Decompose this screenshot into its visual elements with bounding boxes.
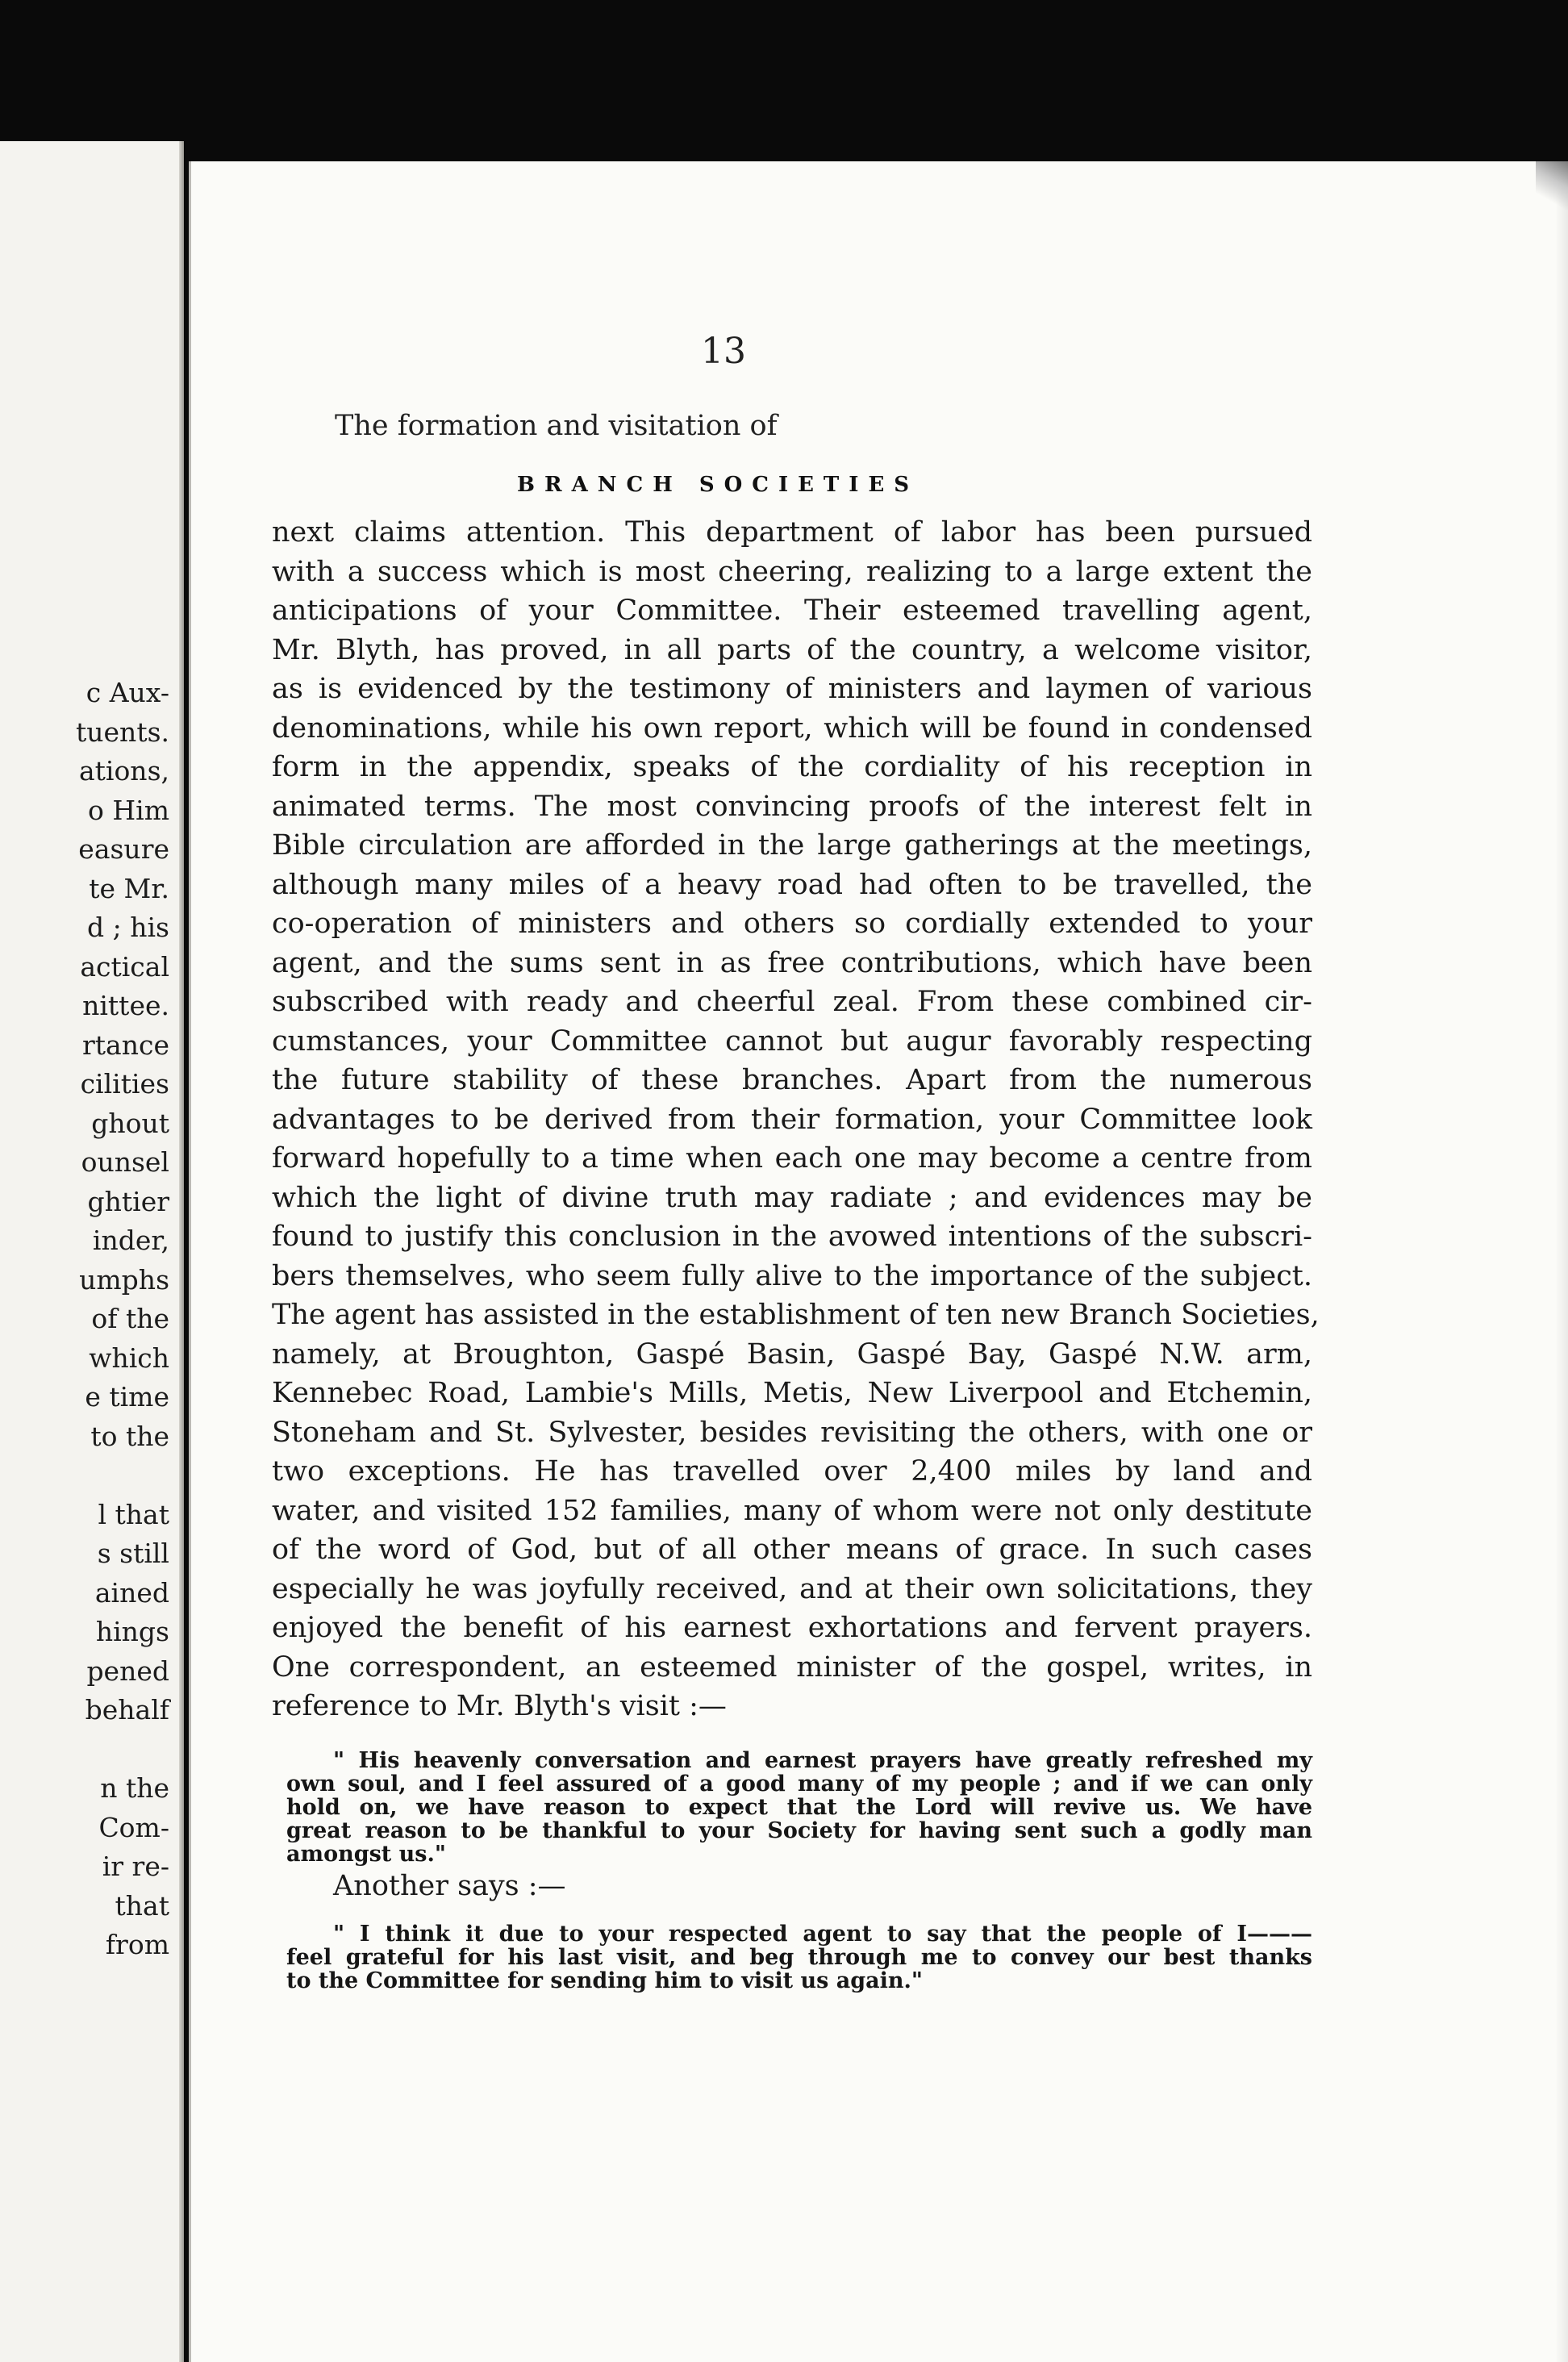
section-heading: BRANCH SOCIETIES — [517, 473, 920, 497]
body-line: of the word of God, but of all other means of grace. In such cases — [272, 1534, 1312, 1566]
left-page-line: pened — [86, 1655, 169, 1687]
folded-corner — [1536, 161, 1568, 210]
body-line: Bible circulation are afforded in the large gatherings at the meetings, — [272, 829, 1312, 862]
left-page-line: c Aux- — [85, 677, 169, 708]
body-paragraph — [272, 513, 1320, 1726]
left-page-line: actical — [80, 950, 169, 983]
body-line: forward hopefully to a time when each one may become a centre from — [272, 1142, 1312, 1175]
left-page-line: Com- — [98, 1811, 169, 1843]
another-says-line: Another says :— — [333, 1870, 566, 1902]
page-edge-shadow — [1555, 161, 1568, 2362]
quote-line: own soul, and I feel assured of a good many of my people ; and if we can only — [286, 1772, 1312, 1797]
left-page-line: ghtier — [87, 1185, 169, 1217]
quote-line: " I think it due to your respected agent to say that the people of I——— — [333, 1922, 1312, 1947]
body-line: anticipations of your Committee. Their esteemed travelling agent, — [272, 595, 1312, 627]
body-line: bers themselves, who seem fully alive to the importance of the subject. — [272, 1259, 1312, 1292]
left-page-line: ained — [94, 1576, 169, 1609]
quote-line: to the Committee for sending him to visit us again." — [286, 1968, 923, 1993]
quote-line: " His heavenly conversation and earnest prayers have greatly refreshed my — [333, 1748, 1312, 1773]
body-line: cumstances, your Committee cannot but augur favorably respecting — [272, 1025, 1312, 1058]
body-line: Stoneham and St. Sylvester, besides revisiting the others, with one or — [272, 1416, 1312, 1449]
left-page-line: tuents. — [76, 716, 169, 748]
left-page-line: d ; his — [87, 912, 169, 943]
body-line: agent, and the sums sent in as free contributions, which have been — [272, 946, 1312, 979]
left-page-line: which — [89, 1342, 169, 1374]
body-line: next claims attention. This department of labor has been pursued — [272, 516, 1312, 549]
body-line: found to justify this conclusion in the avowed intentions of the subscri- — [272, 1221, 1312, 1253]
left-page-line: inder, — [92, 1225, 169, 1256]
body-line: denominations, while his own report, which will be found in condensed — [272, 712, 1312, 745]
intro-line: The formation and visitation of — [335, 410, 778, 442]
body-line: namely, at Broughton, Gaspé Basin, Gaspé Bay, Gaspé N.W. arm, — [272, 1337, 1312, 1371]
line-gap — [76, 1730, 169, 1770]
body-line: One correspondent, an esteemed minister of the gospel, writes, in — [272, 1650, 1312, 1684]
left-page-line: rtance — [82, 1029, 169, 1061]
left-page-line: to the — [90, 1420, 169, 1452]
left-page-line: ounsel — [81, 1146, 169, 1178]
left-page-line: ir re- — [102, 1851, 169, 1882]
body-line: enjoyed the benefit of his earnest exhortations and fervent prayers. — [272, 1612, 1312, 1644]
line-gap — [76, 1456, 169, 1496]
body-line: as is evidenced by the testimony of ministers and laymen of various — [272, 673, 1312, 705]
left-page-line: e time — [85, 1381, 169, 1413]
body-line: co-operation of ministers and others so cordially extended to your — [272, 908, 1312, 940]
body-line: especially he was joyfully received, and at their own solicitations, they — [272, 1572, 1312, 1605]
left-page-line: ations, — [78, 755, 169, 787]
left-page-line: te Mr. — [89, 872, 169, 904]
left-page-line: of the — [91, 1303, 169, 1334]
left-page-line: umphs — [79, 1263, 169, 1296]
body-line: two exceptions. He has travelled over 2,400 miles by land and — [272, 1455, 1312, 1488]
left-page-text — [76, 674, 169, 1965]
body-line: advantages to be derived from their formation, your Committee look — [272, 1103, 1312, 1136]
page-fold — [179, 141, 184, 2362]
right-page — [189, 161, 1568, 2362]
left-page-line: that — [115, 1889, 169, 1922]
left-page-fragment — [0, 141, 184, 2362]
left-page-line: cilities — [80, 1068, 169, 1100]
body-line: with a success which is most cheering, realizing to a large extent the — [272, 555, 1312, 588]
left-page-line: l that — [98, 1498, 169, 1530]
body-line: animated terms. The most convincing proofs of the interest felt in — [272, 790, 1312, 823]
body-line: the future stability of these branches. Apart from the numerous — [272, 1064, 1312, 1096]
body-line: although many miles of a heavy road had often to be travelled, the — [272, 868, 1312, 901]
left-page-line: hings — [95, 1616, 169, 1647]
body-line: which the light of divine truth may radiate ; and evidences may be — [272, 1181, 1312, 1214]
body-line: Kennebec Road, Lambie's Mills, Metis, New Liverpool and Etchemin, — [272, 1377, 1312, 1409]
left-page-line: from — [105, 1929, 169, 1960]
quote-line: great reason to be thankful to your Society for having sent such a godly man — [286, 1818, 1312, 1843]
body-line: water, and visited 152 families, many of whom were not only destitute — [272, 1494, 1312, 1527]
quote-line: hold on, we have reason to expect that the Lord will revive us. We have — [286, 1795, 1312, 1820]
block-quote-2 — [286, 1922, 1312, 1993]
left-page-line: nittee. — [82, 990, 169, 1021]
body-line: form in the appendix, speaks of the cordiality of his reception in — [272, 751, 1312, 783]
quote-line: amongst us." — [286, 1842, 446, 1867]
left-page-line: n the — [100, 1772, 169, 1804]
quote-line: feel grateful for his last visit, and beg through me to convey our best thanks — [286, 1945, 1312, 1970]
block-quote-1 — [286, 1749, 1312, 1866]
left-page-line: s still — [97, 1538, 169, 1569]
left-page-line: ghout — [91, 1107, 169, 1139]
body-line: The agent has assisted in the establishment of ten new Branch Societies, — [272, 1299, 1320, 1331]
left-page-line: o Him — [88, 794, 169, 826]
left-page-line: easure — [78, 833, 169, 865]
body-line: Mr. Blyth, has proved, in all parts of the country, a welcome visitor, — [272, 633, 1312, 666]
body-line: reference to Mr. Blyth's visit :— — [272, 1690, 727, 1722]
left-page-line: behalf — [85, 1694, 169, 1726]
body-line: subscribed with ready and cheerful zeal. From these combined cir- — [272, 986, 1312, 1018]
page-number: 13 — [701, 331, 746, 372]
